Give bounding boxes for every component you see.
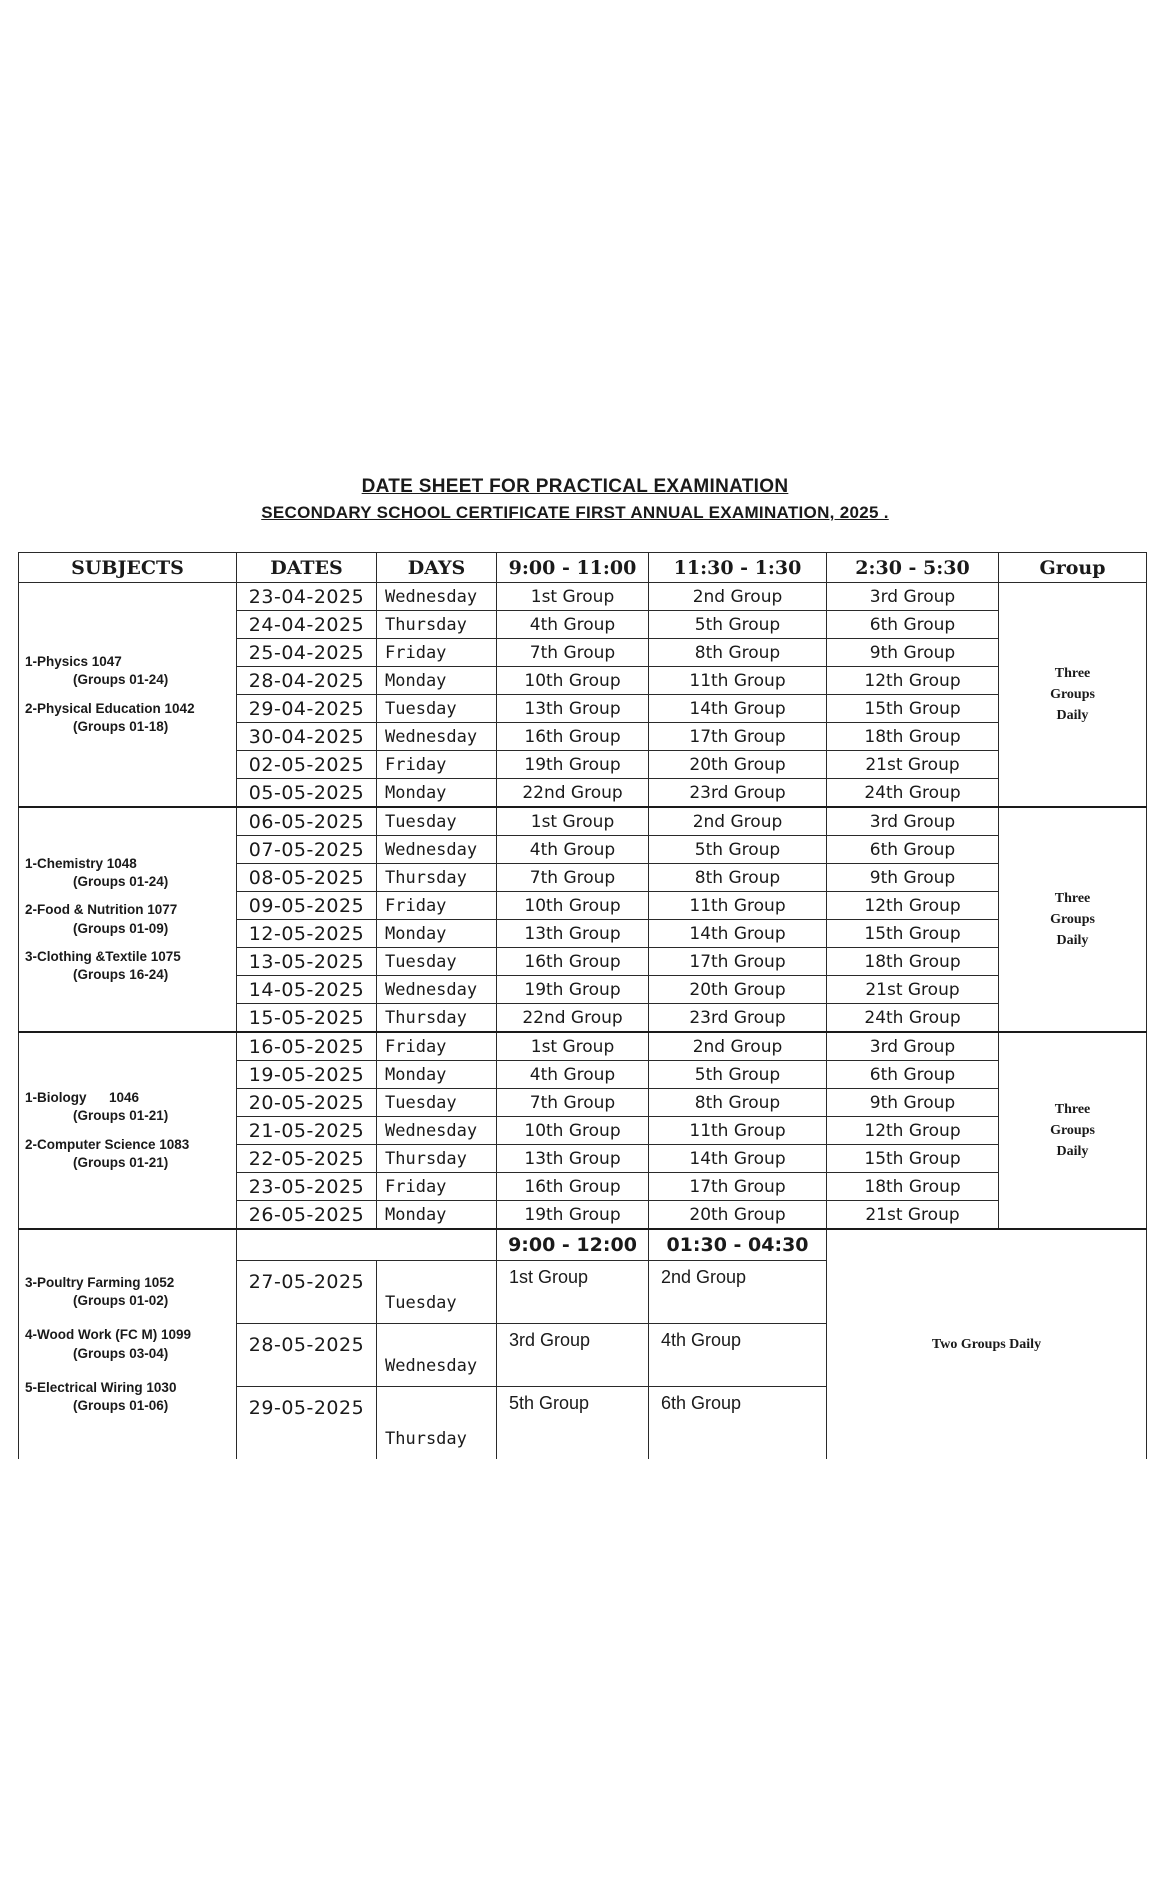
slot-1-cell: 7th Group (497, 639, 649, 667)
date-cell: 25-04-2025 (237, 639, 377, 667)
date-sheet-table (18, 552, 1147, 1459)
slot-3-cell: 12th Group (827, 1117, 999, 1145)
slot-1-cell: 13th Group (497, 920, 649, 948)
header-group: Group (999, 553, 1147, 583)
table-body (19, 583, 1147, 1460)
day-cell: Tuesday (377, 1261, 497, 1324)
table-row (19, 1032, 1147, 1061)
slot-2-cell: 17th Group (649, 723, 827, 751)
slot-3-cell: 18th Group (827, 723, 999, 751)
slot-3-cell: 18th Group (827, 948, 999, 976)
group-note-line: Daily (1056, 708, 1089, 723)
slot-2-cell: 20th Group (649, 751, 827, 779)
table-row (19, 1229, 1147, 1261)
subject-name: 2-Food & Nutrition 1077 (25, 902, 178, 918)
subject-item (25, 1136, 236, 1172)
slot-2-cell: 2nd Group (649, 807, 827, 836)
slot-1-cell: 22nd Group (497, 1004, 649, 1033)
header-slot-2: 11:30 - 1:30 (649, 553, 827, 583)
slot-2-cell: 11th Group (649, 1117, 827, 1145)
subject-item (25, 901, 236, 937)
slot-1-cell: 4th Group (497, 836, 649, 864)
date-cell: 23-04-2025 (237, 583, 377, 611)
date-cell: 22-05-2025 (237, 1145, 377, 1173)
slot-1-cell: 16th Group (497, 948, 649, 976)
date-cell: 20-05-2025 (237, 1089, 377, 1117)
date-cell: 27-05-2025 (237, 1261, 377, 1324)
day-cell: Monday (377, 1061, 497, 1089)
day-cell: Monday (377, 920, 497, 948)
day-cell: Thursday (377, 1387, 497, 1460)
slot-1-cell: 19th Group (497, 751, 649, 779)
date-cell: 24-04-2025 (237, 611, 377, 639)
slot-3-cell: 9th Group (827, 639, 999, 667)
slot-2-cell: 2nd Group (649, 583, 827, 611)
subject-name: 1-Biology 1046 (25, 1090, 140, 1106)
date-cell: 26-05-2025 (237, 1201, 377, 1230)
date-cell: 02-05-2025 (237, 751, 377, 779)
date-cell: 28-04-2025 (237, 667, 377, 695)
date-cell: 16-05-2025 (237, 1032, 377, 1061)
header-slot-3: 2:30 - 5:30 (827, 553, 999, 583)
date-cell: 15-05-2025 (237, 1004, 377, 1033)
date-cell: 12-05-2025 (237, 920, 377, 948)
page-title: DATE SHEET FOR PRACTICAL EXAMINATION (361, 476, 789, 497)
slot-2-cell: 11th Group (649, 892, 827, 920)
slot-3-cell: 21st Group (827, 1201, 999, 1230)
day-cell: Wednesday (377, 1117, 497, 1145)
slot-1-cell: 3rd Group (497, 1324, 649, 1387)
day-cell: Thursday (377, 1004, 497, 1033)
date-cell: 13-05-2025 (237, 948, 377, 976)
slot-2-cell: 23rd Group (649, 779, 827, 808)
day-cell: Friday (377, 639, 497, 667)
day-cell: Wednesday (377, 836, 497, 864)
slot-3-cell: 12th Group (827, 667, 999, 695)
slot-2-cell: 8th Group (649, 639, 827, 667)
subject-groups: (Groups 01-24) (73, 874, 169, 890)
date-cell: 08-05-2025 (237, 864, 377, 892)
subject-groups: (Groups 01-02) (73, 1293, 169, 1309)
day-cell: Thursday (377, 611, 497, 639)
slot-1-cell: 19th Group (497, 976, 649, 1004)
subject-cell (19, 583, 237, 808)
day-cell: Monday (377, 1201, 497, 1230)
date-cell: 23-05-2025 (237, 1173, 377, 1201)
slot-1-cell: 1st Group (497, 1261, 649, 1324)
slot-3-cell: 15th Group (827, 695, 999, 723)
day-cell: Tuesday (377, 948, 497, 976)
date-cell: 21-05-2025 (237, 1117, 377, 1145)
date-cell: 28-05-2025 (237, 1324, 377, 1387)
slot-3-cell: 18th Group (827, 1173, 999, 1201)
subject-name: 5-Electrical Wiring 1030 (25, 1379, 177, 1395)
date-cell: 29-05-2025 (237, 1387, 377, 1460)
slot-1-cell: 16th Group (497, 1173, 649, 1201)
subject-item (25, 1089, 236, 1125)
subject-name: 2-Computer Science 1083 (25, 1136, 190, 1152)
day-cell: Monday (377, 667, 497, 695)
group-note-cell (999, 807, 1147, 1032)
group-note-line: Daily (1056, 933, 1089, 948)
subject-item (25, 1274, 236, 1310)
day-cell: Tuesday (377, 1089, 497, 1117)
subject-groups: (Groups 16-24) (73, 966, 169, 982)
group-note-line: Daily (1056, 1144, 1089, 1159)
date-cell: 07-05-2025 (237, 836, 377, 864)
date-cell: 05-05-2025 (237, 779, 377, 808)
day-cell: Tuesday (377, 695, 497, 723)
day-cell: Friday (377, 892, 497, 920)
slot-1-cell: 4th Group (497, 1061, 649, 1089)
day-cell: Wednesday (377, 976, 497, 1004)
slot-1-cell: 10th Group (497, 1117, 649, 1145)
slot-1-cell: 22nd Group (497, 779, 649, 808)
slot-2-cell: 23rd Group (649, 1004, 827, 1033)
date-cell: 29-04-2025 (237, 695, 377, 723)
day-cell: Thursday (377, 1145, 497, 1173)
group-note-cell (999, 1032, 1147, 1229)
slot-2-cell: 20th Group (649, 1201, 827, 1230)
slot-3-cell: 21st Group (827, 751, 999, 779)
subject-name: 4-Wood Work (FC M) 1099 (25, 1327, 192, 1343)
subject-item (25, 700, 236, 736)
header-dates: DATES (237, 553, 377, 583)
slot-3-cell: 24th Group (827, 779, 999, 808)
slot-1-cell: 5th Group (497, 1387, 649, 1460)
subject-item (25, 1379, 236, 1415)
subject-cell (19, 807, 237, 1032)
slot-2-cell: 8th Group (649, 864, 827, 892)
slot-1-header: 9:00 - 12:00 (497, 1229, 649, 1261)
slot-3-cell: 12th Group (827, 892, 999, 920)
day-cell: Tuesday (377, 807, 497, 836)
group-note-cell (999, 583, 1147, 808)
slot-1-cell: 4th Group (497, 611, 649, 639)
subject-item (25, 653, 236, 689)
subject-name: 2-Physical Education 1042 (25, 700, 195, 716)
slot-2-cell: 4th Group (649, 1324, 827, 1387)
subject-groups: (Groups 01-24) (73, 672, 169, 688)
group-note-line: Groups (1050, 1123, 1095, 1138)
date-cell: 06-05-2025 (237, 807, 377, 836)
subject-groups: (Groups 01-18) (73, 718, 169, 734)
slot-3-cell: 6th Group (827, 836, 999, 864)
header-slot-1: 9:00 - 11:00 (497, 553, 649, 583)
empty-cell (237, 1229, 497, 1261)
slot-2-cell: 17th Group (649, 948, 827, 976)
slot-1-cell: 1st Group (497, 1032, 649, 1061)
group-note-line: Groups (1050, 912, 1095, 927)
date-cell: 09-05-2025 (237, 892, 377, 920)
slot-3-cell: 15th Group (827, 920, 999, 948)
slot-3-cell: 6th Group (827, 611, 999, 639)
subject-item (25, 1326, 236, 1362)
slot-1-cell: 7th Group (497, 1089, 649, 1117)
slot-1-cell: 19th Group (497, 1201, 649, 1230)
subject-cell (19, 1229, 237, 1459)
subject-groups: (Groups 01-21) (73, 1154, 169, 1170)
subject-cell (19, 1032, 237, 1229)
slot-2-cell: 20th Group (649, 976, 827, 1004)
slot-2-cell: 14th Group (649, 920, 827, 948)
slot-2-cell: 17th Group (649, 1173, 827, 1201)
slot-2-header: 01:30 - 04:30 (649, 1229, 827, 1261)
day-cell: Wednesday (377, 583, 497, 611)
slot-2-cell: 2nd Group (649, 1261, 827, 1324)
group-note-line: Three (1054, 891, 1091, 906)
subject-groups: (Groups 01-21) (73, 1108, 169, 1124)
group-note-line: Three (1054, 666, 1091, 681)
slot-3-cell: 3rd Group (827, 807, 999, 836)
slot-2-cell: 5th Group (649, 1061, 827, 1089)
page-subtitle: SECONDARY SCHOOL CERTIFICATE FIRST ANNUAL EXAMINATION, 2025 . (261, 503, 889, 522)
slot-2-cell: 14th Group (649, 1145, 827, 1173)
day-cell: Monday (377, 779, 497, 808)
date-cell: 30-04-2025 (237, 723, 377, 751)
slot-1-cell: 10th Group (497, 667, 649, 695)
day-cell: Friday (377, 1173, 497, 1201)
subject-name: 3-Poultry Farming 1052 (25, 1274, 175, 1290)
slot-1-cell: 13th Group (497, 1145, 649, 1173)
subject-groups: (Groups 03-04) (73, 1345, 169, 1361)
slot-3-cell: 6th Group (827, 1061, 999, 1089)
slot-3-cell: 15th Group (827, 1145, 999, 1173)
group-note-line: Groups (1050, 687, 1095, 702)
date-cell: 14-05-2025 (237, 976, 377, 1004)
day-cell: Friday (377, 1032, 497, 1061)
subject-item (25, 948, 236, 984)
table-row (19, 807, 1147, 836)
slot-2-cell: 2nd Group (649, 1032, 827, 1061)
header-days: DAYS (377, 553, 497, 583)
slot-2-cell: 11th Group (649, 667, 827, 695)
slot-3-cell: 21st Group (827, 976, 999, 1004)
slot-3-cell: 24th Group (827, 1004, 999, 1033)
slot-2-cell: 5th Group (649, 611, 827, 639)
slot-2-cell: 8th Group (649, 1089, 827, 1117)
subject-groups: (Groups 01-06) (73, 1397, 169, 1413)
header-subjects: SUBJECTS (19, 553, 237, 583)
slot-2-cell: 5th Group (649, 836, 827, 864)
table-header-row (19, 553, 1147, 583)
day-cell: Friday (377, 751, 497, 779)
slot-1-cell: 1st Group (497, 807, 649, 836)
slot-3-cell: 9th Group (827, 1089, 999, 1117)
slot-3-cell: 9th Group (827, 864, 999, 892)
subject-name: 1-Physics 1047 (25, 654, 122, 670)
subject-name: 3-Clothing &Textile 1075 (25, 948, 181, 964)
slot-1-cell: 13th Group (497, 695, 649, 723)
subject-groups: (Groups 01-09) (73, 920, 169, 936)
slot-1-cell: 1st Group (497, 583, 649, 611)
slot-3-cell: 3rd Group (827, 1032, 999, 1061)
slot-1-cell: 16th Group (497, 723, 649, 751)
subject-name: 1-Chemistry 1048 (25, 855, 137, 871)
slot-2-cell: 6th Group (649, 1387, 827, 1460)
slot-2-cell: 14th Group (649, 695, 827, 723)
date-cell: 19-05-2025 (237, 1061, 377, 1089)
two-groups-note: Two Groups Daily (827, 1229, 1147, 1459)
day-cell: Thursday (377, 864, 497, 892)
slot-1-cell: 7th Group (497, 864, 649, 892)
group-note-line: Three (1054, 1102, 1091, 1117)
slot-1-cell: 10th Group (497, 892, 649, 920)
table-row (19, 583, 1147, 611)
day-cell: Wednesday (377, 1324, 497, 1387)
day-cell: Wednesday (377, 723, 497, 751)
subject-item (25, 855, 236, 891)
slot-3-cell: 3rd Group (827, 583, 999, 611)
